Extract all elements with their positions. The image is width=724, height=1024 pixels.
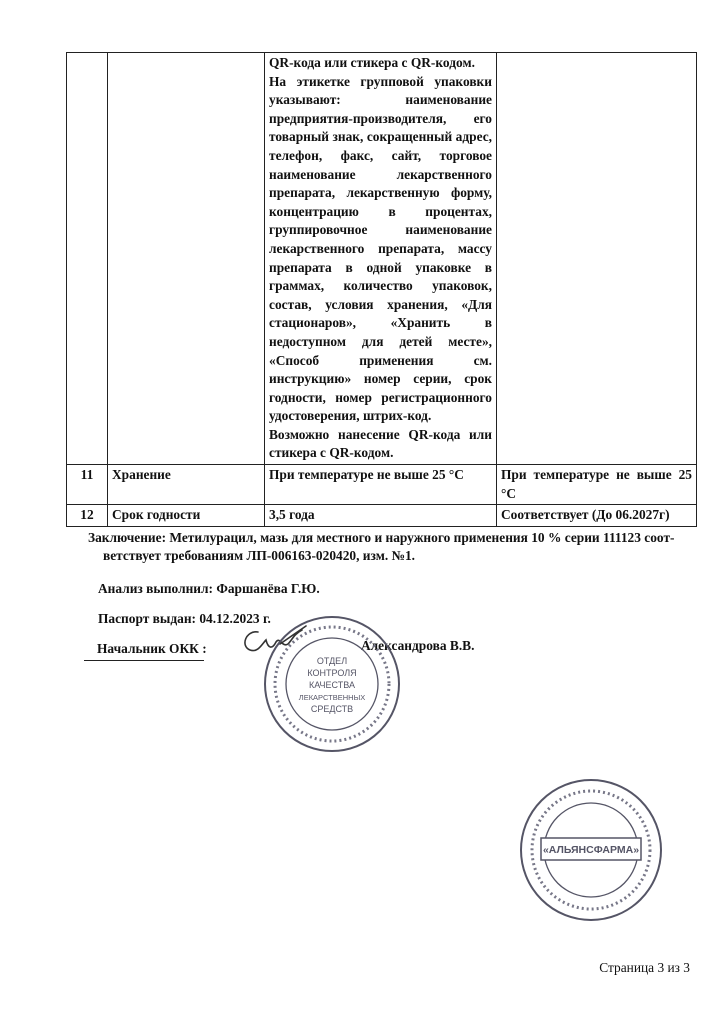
indicator-name-cell: Срок годности [108,505,265,527]
requirement-cell: При температуре не выше 25 °С [265,465,497,505]
requirement-paragraph: На этикетке групповой упаковки указывают: наименование предприятия-производителя, его товарный знак, сокращенный адрес, телефон, факс, сайт, торговое наименование лекарственного препарата, лекарственную форму, концентрацию в процентах, группировочное наименование лекарственного препарата, массу препарата в одной упаковке в граммах, количество упаковок, состав, условия хранения, «Для стационаров», «Хранить в недоступном для детей месте», «Способ применения см. инструкцию» номер серии, срок годности, номер регистрационного удостоверения, штрих-код. [269,73,492,424]
requirement-cell: 3,5 года [265,505,497,527]
conclusion-text [88,529,688,565]
department-stamp [262,614,402,754]
indicator-name-cell [108,53,265,465]
table-row [67,465,697,505]
company-stamp [518,777,664,923]
row-number-cell [67,53,108,465]
chief-name: Александрова В.В. [361,638,475,653]
table-row [67,53,697,465]
analyst-line: Анализ выполнил: Фаршанёва Г.Ю. [98,581,320,596]
specification-table [66,52,697,527]
result-cell: Соответствует (До 06.2027г) [497,505,697,527]
conclusion-line: Заключение: Метилурацил, мазь для местного и наружного применения 10 % серии 111123 соот- [88,530,675,545]
signature-underline [84,660,204,661]
result-cell [497,53,697,465]
conclusion-line: ветствует требованиям ЛП-006163-020420, изм. №1. [103,548,416,563]
chief-label: Начальник ОКК : [97,641,207,656]
row-number-cell: 12 [67,505,108,527]
page-number: Страница 3 из 3 [599,960,690,975]
result-cell: При температуре не выше 25 °С [497,465,697,505]
requirement-cell [265,53,497,465]
stamp-text-line: КОНТРОЛЯ [307,668,357,678]
passport-issued-line: Паспорт выдан: 04.12.2023 г. [98,611,271,626]
requirement-paragraph: QR-кода или стикера с QR-кодом. [269,55,475,70]
indicator-name-cell: Хранение [108,465,265,505]
table-row [67,505,697,527]
stamp-text-line: СРЕДСТВ [310,704,354,714]
stamp-text-line: ОТДЕЛ [316,656,348,666]
stamp-company-name: «АЛЬЯНСФАРМА» [542,844,640,856]
stamp-text-line: ЛЕКАРСТВЕННЫХ [298,693,366,702]
requirement-paragraph: Возможно нанесение QR-кода или стикера с QR-кодом. [269,426,492,461]
stamp-text-line: КАЧЕСТВА [309,680,355,690]
row-number-cell: 11 [67,465,108,505]
